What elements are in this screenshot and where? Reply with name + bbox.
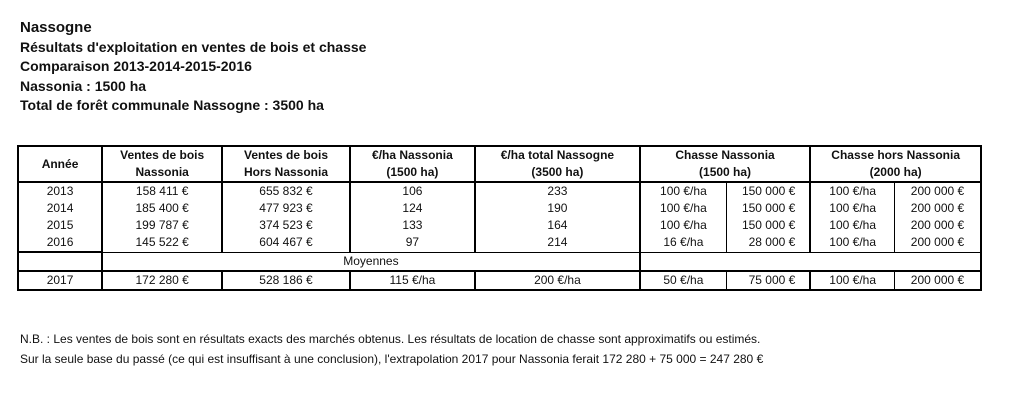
cell-chasse-hors-rate: 100 €/ha <box>810 271 894 290</box>
cell-year: 2013 <box>18 182 102 200</box>
cell-ventes-hors: 374 523 € <box>222 217 349 234</box>
header-chasse-nassonia: Chasse Nassonia <box>640 146 811 164</box>
cell-chasse-hors-amount: 200 000 € <box>895 271 982 290</box>
notes <box>20 329 763 369</box>
cell-ventes-nassonia: 185 400 € <box>102 200 222 217</box>
results-table <box>17 145 982 291</box>
cell-chasse-hors-amount: 200 000 € <box>895 234 982 252</box>
cell-ventes-nassonia: 158 411 € <box>102 182 222 200</box>
note-nb: N.B. : Les ventes de bois sont en résultats exacts des marchés obtenus. Les résultats de location de chasse sont approximatifs ou estimés. <box>20 332 761 346</box>
cell-eur-ha-total: 190 <box>475 200 640 217</box>
cell-chasse-hors-amount: 200 000 € <box>895 200 982 217</box>
cell-chasse-nassonia-amount: 150 000 € <box>727 217 811 234</box>
cell-year: 2015 <box>18 217 102 234</box>
note-extrapolation: Sur la seule base du passé (ce qui est insuffisant à une conclusion), l'extrapolation 2017 pour Nassonia ferait 172 280 + 75 000 = 247 280 € <box>20 352 764 366</box>
cell-eur-ha-nassonia: 124 <box>350 200 475 217</box>
header-row-2 <box>18 164 981 182</box>
cell-ventes-hors: 604 467 € <box>222 234 349 252</box>
cell-ventes-hors: 477 923 € <box>222 200 349 217</box>
moyennes-label: Moyennes <box>102 252 640 271</box>
cell-ventes-nassonia: 172 280 € <box>102 271 222 290</box>
header-chasse-hors: Chasse hors Nassonia <box>810 146 981 164</box>
header-eur-ha-nassonia-sub: (1500 ha) <box>350 164 475 182</box>
cell-year: 2016 <box>18 234 102 252</box>
cell-chasse-nassonia-rate: 16 €/ha <box>663 235 704 250</box>
cell-eur-ha-nassonia: 106 <box>350 182 475 200</box>
cell-year: 2014 <box>18 200 102 217</box>
table-row <box>18 217 981 234</box>
cell-chasse-nassonia-rate: 100 €/ha <box>660 218 707 232</box>
table-row <box>18 200 981 217</box>
cell-chasse-hors-rate: 100 €/ha <box>829 201 877 215</box>
header-eur-ha-total-sub: (3500 ha) <box>475 164 640 182</box>
header-chasse-hors-sub: (2000 ha) <box>810 164 981 182</box>
header-eur-ha-nassonia: €/ha Nassonia <box>350 146 475 164</box>
average-row-2017 <box>18 271 981 290</box>
moyennes-row <box>18 252 981 271</box>
cell-ventes-hors: 528 186 € <box>222 271 349 290</box>
cell-eur-ha-total: 214 <box>475 234 640 252</box>
cell-ventes-nassonia: 199 787 € <box>102 217 222 234</box>
cell-eur-ha-total: 233 <box>475 182 640 200</box>
document-heading <box>20 18 366 116</box>
cell-chasse-nassonia-amount: 28 000 € <box>727 234 811 252</box>
table-row <box>18 182 981 200</box>
cell-eur-ha-nassonia: 133 <box>350 217 475 234</box>
cell-eur-ha-nassonia: 115 €/ha <box>350 271 475 290</box>
cell-eur-ha-total: 164 <box>475 217 640 234</box>
header-ventes-hors: Ventes de bois <box>222 146 349 164</box>
header-ventes-nassonia-sub: Nassonia <box>102 164 222 182</box>
cell-ventes-nassonia: 145 522 € <box>102 234 222 252</box>
cell-chasse-nassonia-rate: 100 €/ha <box>660 184 707 198</box>
heading-total-area: Total de forêt communale Nassogne : 3500 ha <box>20 97 324 113</box>
cell-chasse-hors-rate: 100 €/ha <box>829 235 877 250</box>
header-ventes-nassonia: Ventes de bois <box>102 146 222 164</box>
cell-chasse-nassonia-amount: 75 000 € <box>727 271 811 290</box>
cell-chasse-hors-rate: 100 €/ha <box>829 218 877 232</box>
heading-nassonia-area: Nassonia : 1500 ha <box>20 77 147 94</box>
cell-chasse-nassonia-amount: 150 000 € <box>727 200 811 217</box>
heading-comparison: Comparaison 2013-2014-2015-2016 <box>20 58 252 74</box>
cell-eur-ha-total: 200 €/ha <box>475 271 640 290</box>
heading-subtitle: Résultats d'exploitation en ventes de bois et chasse <box>20 38 367 55</box>
cell-eur-ha-nassonia: 97 <box>350 234 475 252</box>
header-eur-ha-total: €/ha total Nassogne <box>475 146 640 164</box>
cell-chasse-nassonia-rate: 50 €/ha <box>640 271 727 290</box>
header-row-1 <box>18 146 981 164</box>
cell-chasse-nassonia-rate: 100 €/ha <box>660 201 707 215</box>
table-row <box>18 234 981 252</box>
cell-ventes-hors: 655 832 € <box>222 182 349 200</box>
header-annee: Année <box>18 146 102 182</box>
heading-title: Nassogne <box>20 19 92 36</box>
cell-year: 2017 <box>18 271 102 290</box>
cell-chasse-hors-rate: 100 €/ha <box>829 184 877 198</box>
cell-chasse-nassonia-amount: 150 000 € <box>727 182 811 200</box>
header-chasse-nassonia-sub: (1500 ha) <box>640 164 811 182</box>
header-ventes-hors-sub: Hors Nassonia <box>222 164 349 182</box>
cell-chasse-hors-amount: 200 000 € <box>895 182 982 200</box>
cell-chasse-hors-amount: 200 000 € <box>895 217 982 234</box>
